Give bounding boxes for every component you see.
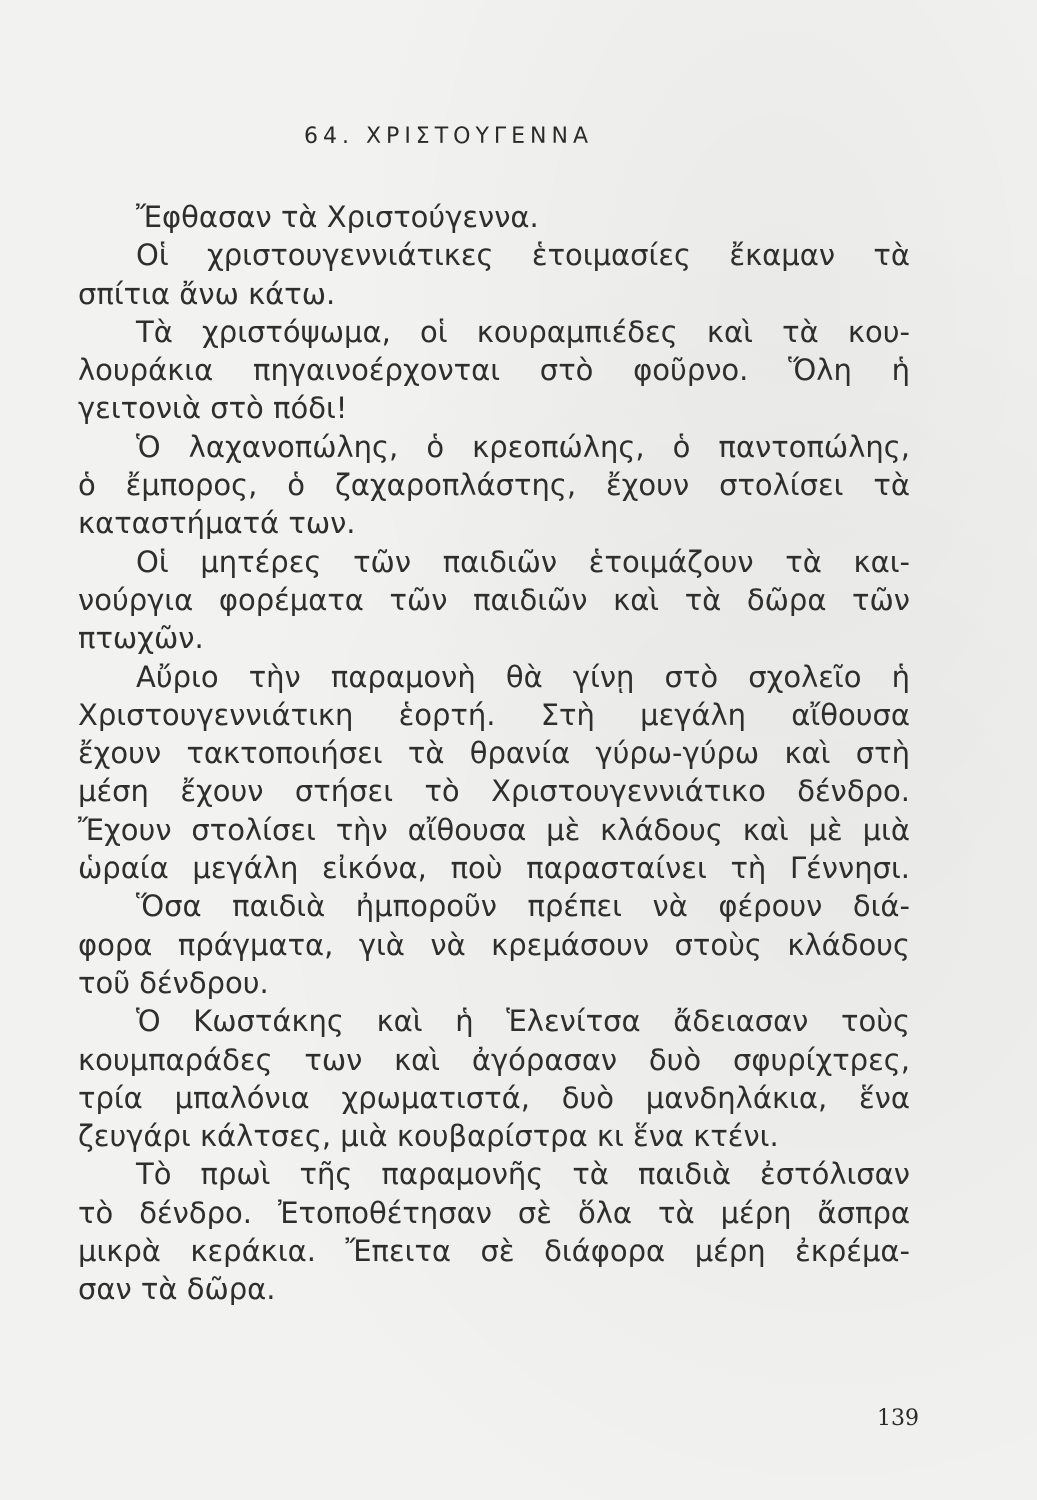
text-line: Τὰ χριστόψωμα, οἱ κουραμπιέδες καὶ τὰ κου- (136, 314, 910, 349)
text-line: Ὅσα παιδιὰ ἠμποροῦν πρέπει νὰ φέρουν διά- (136, 889, 910, 924)
text-line: καταστήματά των. (78, 506, 356, 541)
page-number: 139 (877, 1406, 919, 1431)
text-line: Ἔφθασαν τὰ Χριστούγεννα. (136, 200, 539, 234)
text-line: Τὸ πρωὶ τῆς παραμονῆς τὰ παιδιὰ ἐστόλισαν (136, 1157, 910, 1192)
text-line: ὁ ἔμπορος, ὁ ζαχαροπλάστης, ἔχουν στολίσει τὰ (78, 468, 910, 503)
text-line: ζευγάρι κάλτσες, μιὰ κουβαρίστρα κι ἕνα κτένι. (78, 1119, 779, 1154)
body-text (78, 198, 910, 1309)
text-line: μέση ἔχουν στήσει τὸ Χριστουγεννιάτικο δένδρο. (78, 774, 910, 809)
text-line: Χριστουγεννιάτικη ἑορτή. Στὴ μεγάλη αἴθουσα (78, 697, 910, 732)
text-line: νούργια φορέματα τῶν παιδιῶν καὶ τὰ δῶρα τῶν (78, 582, 910, 617)
text-line: μικρὰ κεράκια. Ἔπειτα σὲ διάφορα μέρη ἐκρέμα- (78, 1234, 910, 1269)
text-line: τὸ δένδρο. Ἐτοποθέτησαν σὲ ὅλα τὰ μέρη ἄσπρα (78, 1195, 910, 1230)
text-line: Ἔχουν στολίσει τὴν αἴθουσα μὲ κλάδους καὶ μὲ μιὰ (78, 812, 910, 847)
text-line: τοῦ δένδρου. (78, 965, 269, 1000)
text-line: γειτονιὰ στὸ πόδι! (78, 391, 348, 426)
text-line: Ὁ Κωστάκης καὶ ἡ Ἑλενίτσα ἄδειασαν τοὺς (136, 1004, 910, 1039)
text-line: Οἱ χριστουγεννιάτικες ἑτοιμασίες ἔκαμαν τὰ (136, 238, 910, 273)
text-line: ὡραία μεγάλη εἰκόνα, ποὺ παρασταίνει τὴ Γέννησι. (78, 851, 910, 886)
text-line: Ὁ λαχανοπώλης, ὁ κρεοπώλης, ὁ παντοπώλης, (136, 429, 910, 464)
text-line: Οἱ μητέρες τῶν παιδιῶν ἑτοιμάζουν τὰ και- (136, 544, 910, 579)
text-line: κουμπαράδες των καὶ ἀγόρασαν δυὸ σφυρίχτρες, (78, 1042, 910, 1077)
text-line: ἔχουν τακτοποιήσει τὰ θρανία γύρω-γύρω καὶ στὴ (78, 736, 910, 771)
text-line: σπίτια ἄνω κάτω. (78, 276, 336, 311)
text-line: σαν τὰ δῶρα. (78, 1272, 276, 1307)
text-line: φορα πράγματα, γιὰ νὰ κρεμάσουν στοὺς κλάδους (78, 927, 910, 962)
text-line: πτωχῶν. (78, 621, 204, 656)
text-line: λουράκια πηγαινοέρχονται στὸ φοῦρνο. Ὅλη ἡ (78, 353, 910, 388)
text-line: Αὔριο τὴν παραμονὴ θὰ γίνῃ στὸ σχολεῖο ἡ (136, 659, 910, 694)
text-line: τρία μπαλόνια χρωματιστά, δυὸ μανδηλάκια, ἕνα (78, 1080, 910, 1115)
chapter-title: 64. ΧΡΙΣΤΟΥΓΕΝΝΑ (304, 124, 594, 149)
